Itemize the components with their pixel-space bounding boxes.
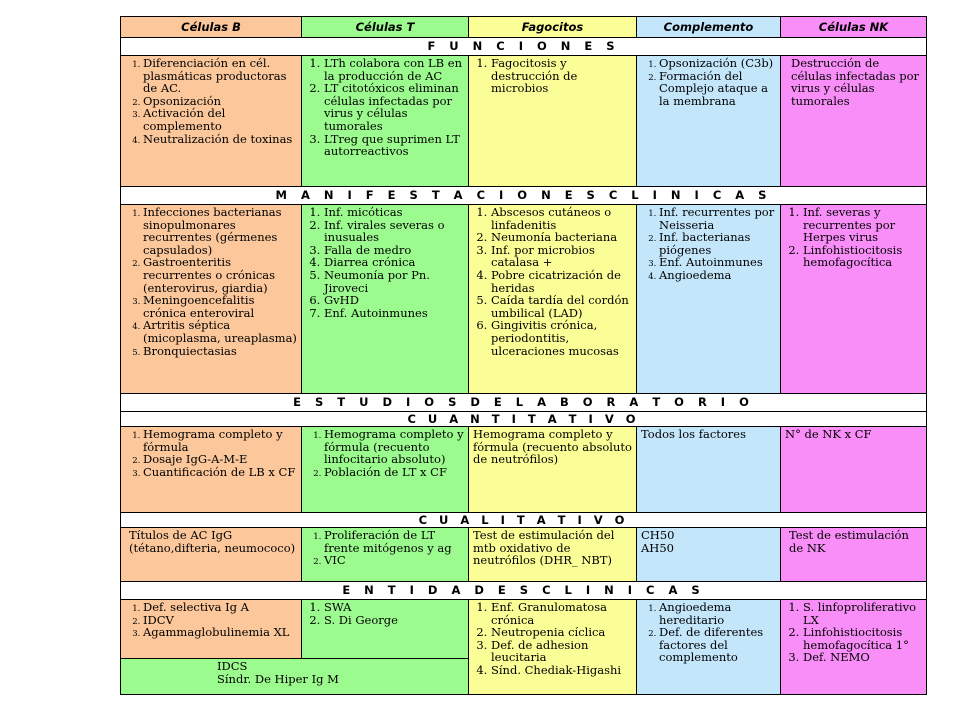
list-item: 4. Pobre cicatrización de heridas (491, 269, 632, 294)
list-item: 5. Caída tardía del cordón umbilical (LAD) (491, 294, 632, 319)
list-item: 2. Linfohistiocitosis hemofagocítica 1° (803, 626, 922, 651)
list-item: 1. LTh colabora con LB en la producción de AC (324, 57, 464, 82)
entidades-n-cell (781, 600, 927, 695)
list-item: 2. VIC (324, 554, 464, 567)
cuantitativo-c-cell (637, 427, 781, 513)
list-item: 2. Linfohistiocitosis hemofagocítica (803, 244, 922, 269)
list-item: 1. Fagocitosis y destrucción de microbios (491, 57, 632, 95)
list-item: 1. Enf. Granulomatosa crónica (491, 601, 632, 626)
list-item: 2. S. Di George (324, 614, 464, 627)
list-item: 1. Def. selectiva Ig A (143, 601, 297, 614)
entidades-t-cell (302, 600, 469, 659)
list-item: 2. Gastroenteritis recurrentes o crónicas (enterovirus, giardia) (143, 256, 297, 294)
list-item: 3. Meningoencefalitis crónica enteroviral (143, 294, 297, 319)
list-item: 7. Enf. Autoinmunes (324, 307, 464, 320)
list-item: 1. Inf. recurrentes por Neisseria (659, 206, 776, 231)
cualitativo-n-cell (781, 528, 927, 582)
section-row (121, 394, 927, 412)
entidades-c-cell (637, 600, 781, 695)
cuantitativo-f-cell (469, 427, 637, 513)
header-celulas-b: Células B (121, 17, 302, 38)
list-item: 1. Hemograma completo y fórmula (recuento linfocitario absoluto) (324, 428, 464, 466)
cell-text: AH50 (641, 540, 674, 555)
section-cuantitativo: C U A N T I T A T I V O (121, 412, 927, 427)
manifestaciones-f-cell (469, 205, 637, 394)
funciones-f-cell (469, 56, 637, 187)
cell-text: Títulos de AC IgG (tétano,difteria, neumococo) (129, 528, 296, 555)
list-item: 1. Inf. severas y recurrentes por Herpes virus (803, 206, 922, 244)
manifestaciones-row (121, 205, 927, 394)
cuantitativo-n-cell (781, 427, 927, 513)
cualitativo-row (121, 528, 927, 582)
section-funciones: F U N C I O N E S (121, 38, 927, 56)
list-item: 3. Def. de adhesion leucitaria (491, 639, 632, 664)
list-item: 1. Infecciones bacterianas sinopulmonares recurrentes (gérmenes capsulados) (143, 206, 297, 256)
list-item: 3. Agammaglobulinemia XL (143, 626, 297, 639)
list-item: 3. Activación del complemento (143, 107, 297, 132)
section-manifestaciones: M A N I F E S T A C I O N E S C L I N I C A S (121, 187, 927, 205)
header-celulas-t: Células T (302, 17, 469, 38)
list-item: 3. Falla de medro (324, 244, 464, 257)
cell-text: CH50 (641, 528, 675, 542)
cualitativo-f-cell (469, 528, 637, 582)
list-item: 1. S. linfoproliferativo LX (803, 601, 922, 626)
list-item: 2. Neutropenia cíclica (491, 626, 632, 639)
list-item: 3. Enf. Autoinmunes (659, 256, 776, 269)
entidades-bt-cell (121, 659, 469, 695)
list-item: 2. Inf. bacterianas piógenes (659, 231, 776, 256)
list-item: 2. Dosaje IgG-A-M-E (143, 453, 297, 466)
list-item: 1. Angioedema hereditario (659, 601, 776, 626)
list-item: 1. Abscesos cutáneos o linfadenitis (491, 206, 632, 231)
list-item: 6. Gingivitis crónica, periodontitis, ulceraciones mucosas (491, 319, 632, 357)
list-item: 2. Inf. virales severas o inusuales (324, 219, 464, 244)
manifestaciones-c-cell (637, 205, 781, 394)
funciones-b-cell (121, 56, 302, 187)
cell-text: Todos los factores (641, 427, 747, 441)
cualitativo-t-cell (302, 528, 469, 582)
funciones-n-cell (781, 56, 927, 187)
list-item: 2. Población de LT x CF (324, 466, 464, 479)
entidades-b-cell (121, 600, 302, 659)
cell-text: N° de NK x CF (785, 427, 872, 441)
list-item: 1. Diferenciación en cél. plasmáticas productoras de AC. (143, 57, 297, 95)
list-item: 6. GvHD (324, 294, 464, 307)
cell-text: Destrucción de células infectadas por virus y células tumorales (791, 56, 920, 108)
cell-text: IDCS (217, 659, 248, 673)
list-item: 2. IDCV (143, 614, 297, 627)
list-item: 1. Opsonización (C3b) (659, 57, 776, 70)
immunodeficiency-table (120, 16, 927, 695)
section-entidades: E N T I D A D E S C L I N I C A S (121, 582, 927, 600)
section-row (121, 38, 927, 56)
header-fagocitos: Fagocitos (469, 17, 637, 38)
section-row (121, 582, 927, 600)
list-item: 2. Def. de diferentes factores del complemento (659, 626, 776, 664)
section-estudios: E S T U D I O S D E L A B O R A T O R I O (121, 394, 927, 412)
list-item: 2. Neumonía bacteriana (491, 231, 632, 244)
header-row (121, 17, 927, 38)
list-item: 1. SWA (324, 601, 464, 614)
list-item: 1. Inf. micóticas (324, 206, 464, 219)
section-cualitativo: C U A L I T A T I V O (121, 513, 927, 528)
cualitativo-b-cell (121, 528, 302, 582)
list-item: 2. LT citotóxicos eliminan células infectadas por virus y células tumorales (324, 82, 464, 132)
list-item: 4. Artritis séptica (micoplasma, ureaplasma) (143, 319, 297, 344)
entidades-row (121, 600, 927, 659)
cell-text: Test de estimulación del mtb oxidativo de neutrófilos (DHR_ NBT) (473, 528, 615, 568)
manifestaciones-t-cell (302, 205, 469, 394)
list-item: 4. Neutralización de toxinas (143, 133, 297, 146)
list-item: 4. Sínd. Chediak-Higashi (491, 664, 632, 677)
list-item: 4. Diarrea crónica (324, 256, 464, 269)
section-row (121, 412, 927, 427)
funciones-t-cell (302, 56, 469, 187)
cell-text: Síndr. De Hiper Ig M (217, 671, 339, 686)
cuantitativo-b-cell (121, 427, 302, 513)
list-item: 4. Angioedema (659, 269, 776, 282)
cuantitativo-t-cell (302, 427, 469, 513)
section-row (121, 513, 927, 528)
manifestaciones-b-cell (121, 205, 302, 394)
list-item: 5. Neumonía por Pn. Jiroveci (324, 269, 464, 294)
list-item: 3. Def. NEMO (803, 651, 922, 664)
list-item: 1. Proliferación de LT frente mitógenos y ag (324, 529, 464, 554)
manifestaciones-n-cell (781, 205, 927, 394)
list-item: 5. Bronquiectasias (143, 345, 297, 358)
cell-text: Test de estimulación de NK (789, 528, 909, 555)
list-item: 2. Opsonización (143, 95, 297, 108)
section-row (121, 187, 927, 205)
funciones-c-cell (637, 56, 781, 187)
entidades-f-cell (469, 600, 637, 695)
funciones-row (121, 56, 927, 187)
header-complemento: Complemento (637, 17, 781, 38)
list-item: 1. Hemograma completo y fórmula (143, 428, 297, 453)
cell-text: Hemograma completo y fórmula (recuento absoluto de neutrófilos) (473, 427, 632, 467)
list-item: 3. LTreg que suprimen LT autorreactivos (324, 133, 464, 158)
list-item: 3. Inf. por microbios catalasa + (491, 244, 632, 269)
header-celulas-nk: Células NK (781, 17, 927, 38)
cualitativo-c-cell (637, 528, 781, 582)
list-item: 2. Formación del Complejo ataque a la membrana (659, 70, 776, 108)
cuantitativo-row (121, 427, 927, 513)
list-item: 3. Cuantificación de LB x CF (143, 466, 297, 479)
